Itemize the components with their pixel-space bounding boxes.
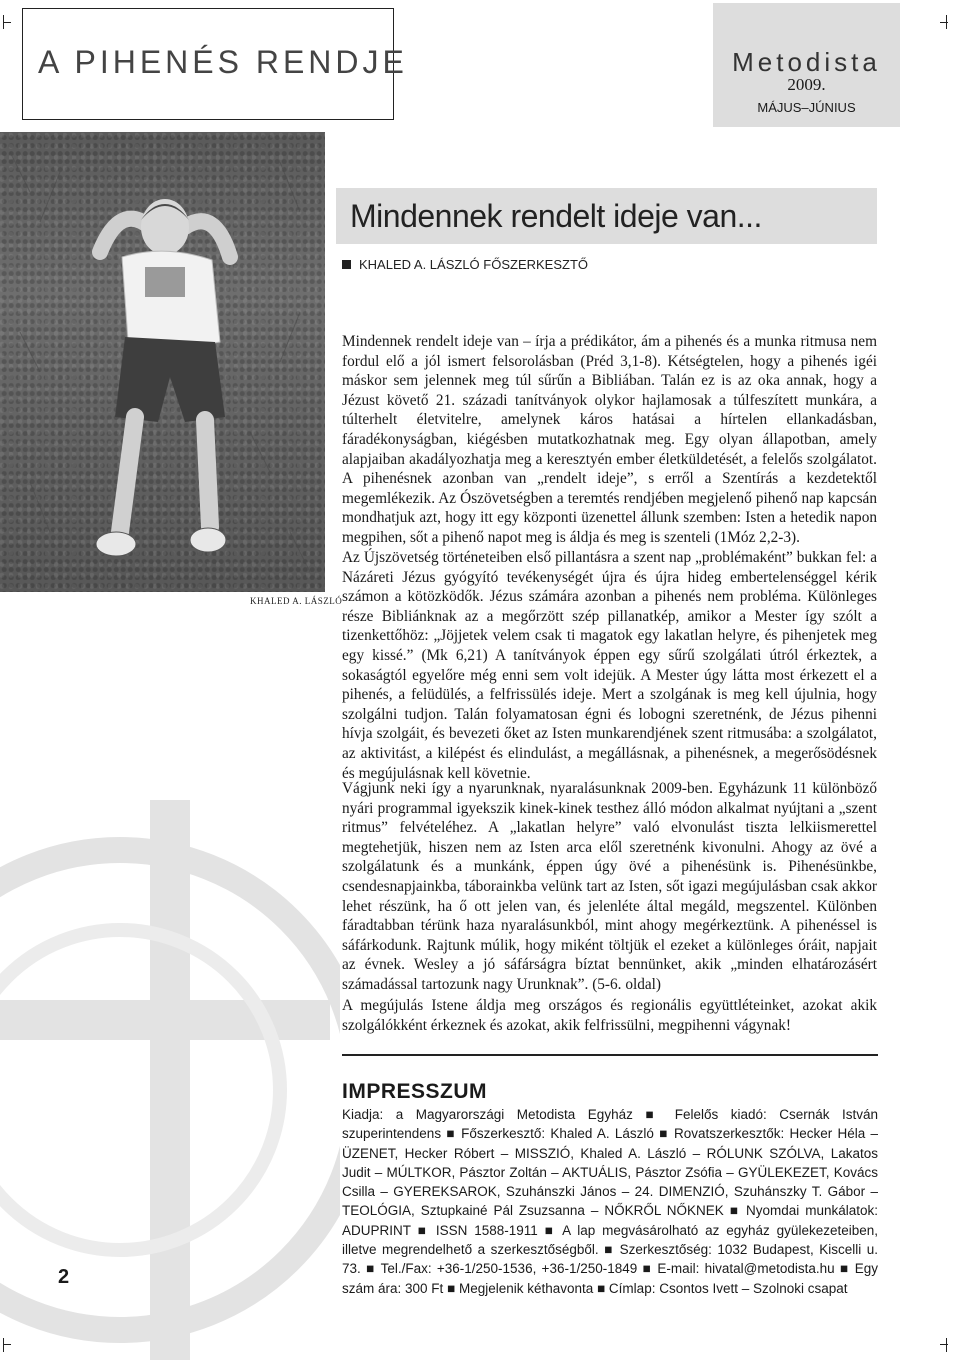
magazine-masthead (713, 3, 900, 127)
article-photo (0, 132, 325, 592)
article-paragraph: Vágjunk neki így a nyarunknak, nyaralásunknak 2009-ben. Egyházunk 11 különböző nyári programmal igyekszik kinek-kinek testhez álló módon alkalmat nyújtani a „szent ritmus” felvételéhez. A „lakatlan helyre” való elvonulást tiszta lelkiismerettel megtehetjük, hiszen nem az Isten arca elől szeretnénk kivonulni. Ahogy az övé a szolgálatunk és a munkánk, éppen úgy övé a pihenésünk is. Pihenésünkbe, csendesnapjainkba, táborainkba velünk tart az Isten, sőt igazi megújulásban csak akkor lehet részünk, ha ő ott jelen van, és jelenléte által megáld, megszentel. Különben fáradtabban térünk haza nyaralásunkból, mint ahogy megérkeztünk. A pihenéssel is sáfárkodunk. Rajtunk múlik, hogy miként töltjük el ezeket a különleges óráit, napjait az évnek. Wesley a jó sáfárságra bíztat bennünket, akik „minden elhatározásért számadással tartozunk nagy Urunknak”. (5-6. oldal) (342, 780, 877, 993)
article-title: Mindennek rendelt ideje van... (350, 198, 762, 234)
crop-mark (940, 22, 948, 23)
article-title-box (336, 188, 877, 244)
photo-caption: KHALED A. LÁSZLÓ (250, 596, 343, 606)
article-paragraph: Mindennek rendelt ideje van – írja a prédikátor, ám a pihenés és a munka ritmusa nem fordul elő a jól ismert felsorolásban (Préd 3,1-8). Kétségtelen, hogy a pihenés igéi máskor sem jelennek meg túl sűrűn a Bibliában. Talán ez is az oka annak, hogy a Jézust követő 21. századi tanítványok olykor hajlamosak a túlfeszített munkára, a túlterhelt életvitelre, amelynek káros hatásai a hírtelen ellankadásban, fáradékonyságban, kiégésben mutatkozhatnak meg. Egy olyan állapotban, amely alapjaiban akadályozhatja meg a keresztyén ember életküldetését, a felelős szolgálatot. A pihenésnek azonban van „rendelt ideje”, s erről a Szentírás a kezdetektől megemlékezik. Az Ószövetségben a teremtés rendjében megjelenő pihenő nap kapcsán mondhatjuk azt, hogy itt egy központi üzenettel állunk szemben: Isten a hetedik napon megpihen, sőt a pihenő napot meg is áldja és meg is szenteli (1Móz 2,2-3). (342, 333, 877, 546)
magazine-name: Metodista (732, 47, 881, 77)
impressum-title: IMPRESSZUM (342, 1080, 488, 1103)
section-title: A PIHENÉS RENDJE (38, 44, 408, 80)
article-paragraph: A megújulás Istene áldja meg országos és regionális együttléteinket, azokat akik szolgálókként érkeznek és azokat, akik felfrissülni, megpihenni vágynak! (342, 997, 877, 1034)
article-paragraph: Az Újszövetség történeteiben első pillantásra a szent nap „problémaként” bukkan fel: a Názáreti Jézus gyógyító tevékenységét újra és újra hideg embertelenséggel kérik számon a kötözködők. Jézus számára azonban a pihenés nem probléma. Különleges része Bibliánknak az a megőrzött szép pillanatkép, amikor a Mester így szólt a tizenkettőhöz: „Jöjjetek velem csak ti magatok egy lakatlan helyre, és pihenjetek meg egy kissé.” (Mk 6,21) A tanítványok éppen egy sűrű szolgálati útról érkeztek, a sokaságtól egyelőre még enni sem volt idejük. A Mester úgy látta most érkezett el a pihenés, a felüdülés, a felfrissülés ideje. Mert a szolgának is meg kell újulnia, hogy szolgálni tudjon. Talán folyamatosan égni és lobogni szeretnénk, de Jézus pihenni hívja szolgáit, és bevezeti őket az Isten munkarendjének szent ritmusába: a szolgálatot, az aktivitást, a kilépést és elindulást, a megállásnak, a pihenésnek, a megerősödésnek és megújulásnak kell követnie. (342, 549, 877, 782)
page-number: 2 (58, 1266, 70, 1288)
watermark-logo (0, 760, 340, 1362)
crop-mark (3, 22, 11, 23)
impressum-text: Kiadja: a Magyarországi Metodista Egyház ■ Felelős kiadó: Csernák István szuperintendens ■ Főszerkesztő: Khaled A. László ■ Rovatszerkesztők: Hecker Héla – ÜZENET, Hecker Róbert – MISSZIÓ, Khaled A. László – RÓLUNK SZÓLVA, Lakatos Judit – MÚLTKOR, Pásztor Zoltán – AKTUÁLIS, Pásztor Zsófia – GYÜLEKEZET, Kovács Csilla – GYEREKSAROK, Szuhánszki János – 24. DIMENZIÓ, Szuhánszky T. Gábor – TEOLÓGIA, Sztupkainé Pál Zsuzsanna – NŐKRŐL NŐKNEK ■ Nyomdai munkálatok: ADUPRINT ■ ISSN 1588-1911 ■ A lap megvásárolható az egyház gyülekezeteiben, illetve megrendelhető a szerkesztőségből. ■ Szerkesztőség: 1032 Budapest, Kiscelli u. 73. ■ Tel./Fax: +36-1/250-1536, +36-1/250-1849 ■ E-mail: hivatal@metodista.hu ■ Egy szám ára: 300 Ft ■ Megjelenik kéthavonta ■ Címlap: Csontos Ivett – Szolnoki csapat (342, 1107, 878, 1296)
magazine-year: 2009. (787, 75, 826, 94)
magazine-issue: MÁJUS–JÚNIUS (757, 100, 856, 115)
crop-mark (946, 1338, 947, 1352)
crop-mark (940, 1344, 948, 1345)
child-on-grass-illustration (0, 132, 325, 592)
bullet-square-icon (342, 260, 351, 269)
byline-text: KHALED A. LÁSZLÓ FŐSZERKESZTŐ (359, 257, 589, 272)
divider (342, 1054, 878, 1056)
article-byline (342, 257, 588, 272)
